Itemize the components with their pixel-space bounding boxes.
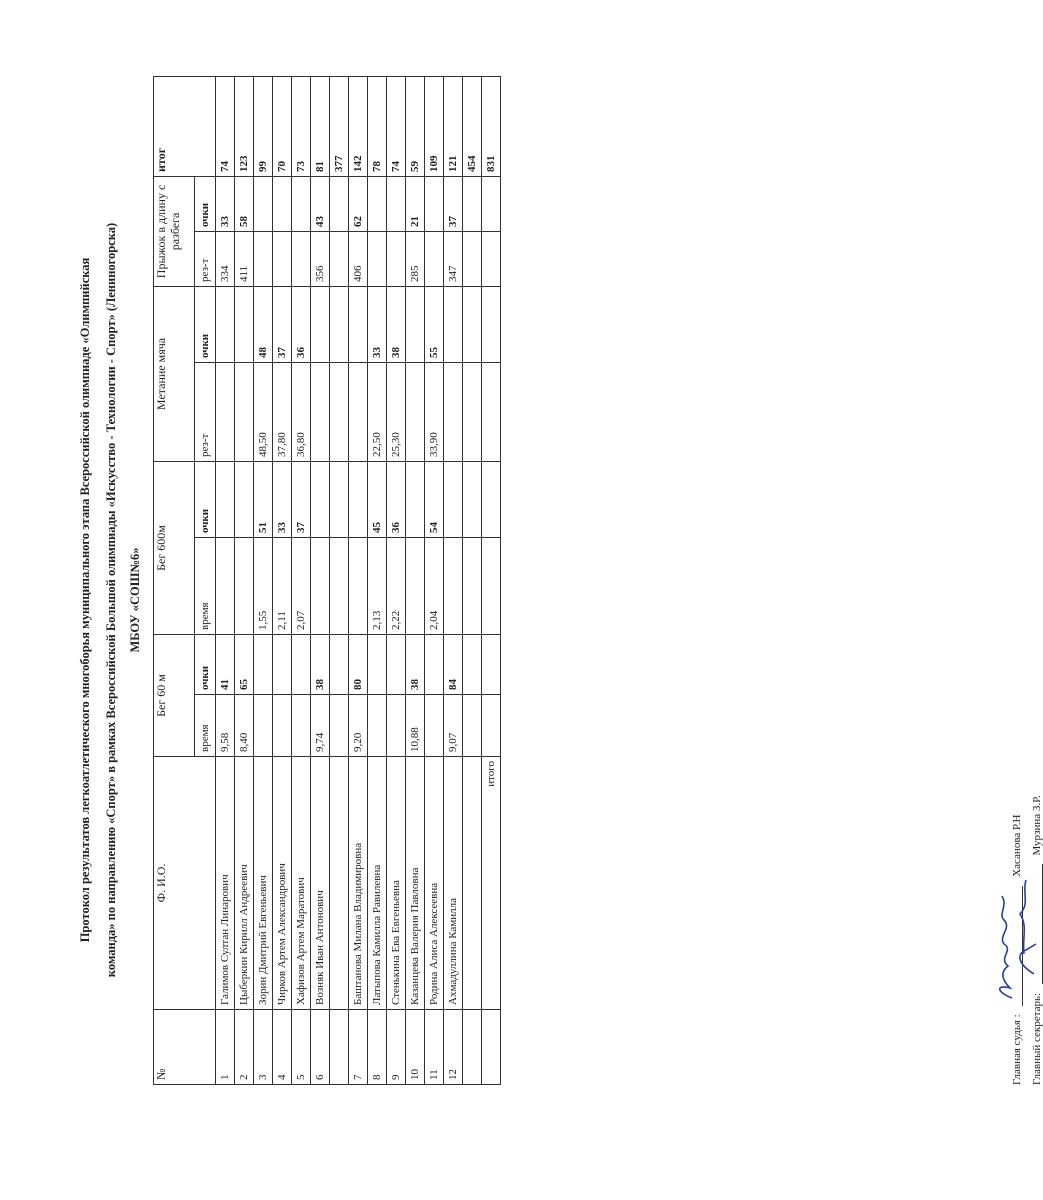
cell-r60-time [292, 695, 311, 757]
total-row [463, 76, 482, 1084]
cell-throw-pts [235, 286, 254, 362]
results-table [153, 76, 501, 1085]
cell-total: 74 [387, 76, 406, 176]
cell-jump-pts: 33 [216, 176, 235, 231]
cell-r600-pts: 51 [254, 461, 273, 537]
header-jump: Прыжок в длину с разбега [154, 176, 195, 286]
cell-jump-res: 356 [311, 231, 330, 286]
table-row [216, 76, 235, 1084]
cell-throw-res [406, 362, 425, 461]
empty-cell [463, 695, 482, 757]
empty-cell [463, 757, 482, 1010]
empty-cell [463, 362, 482, 461]
cell-num: 5 [292, 1010, 311, 1085]
cell-jump-res: 285 [406, 231, 425, 286]
secretary-signature-row [1030, 795, 1043, 1085]
cell-total: 121 [444, 76, 463, 176]
empty-cell [482, 461, 501, 537]
empty-cell [482, 1010, 501, 1085]
subheader-points: очки [195, 634, 216, 694]
cell-jump-pts: 37 [444, 176, 463, 231]
cell-r60-pts: 80 [349, 634, 368, 694]
empty-cell [463, 537, 482, 634]
cell-num: 6 [311, 1010, 330, 1085]
cell-num: 12 [444, 1010, 463, 1085]
secretary-label: Главный секретарь: [1031, 992, 1043, 1085]
cell-r60-pts [387, 634, 406, 694]
table-row [273, 76, 292, 1084]
empty-cell [330, 362, 349, 461]
cell-r600-time: 2,22 [387, 537, 406, 634]
cell-name: Зорин Дмитрий Евгеньевич [254, 757, 273, 1010]
cell-r60-time: 8,40 [235, 695, 254, 757]
cell-name: Чирков Артем Александрович [273, 757, 292, 1010]
cell-name: Цыберкин Кирилл Андреевич [235, 757, 254, 1010]
cell-jump-pts [254, 176, 273, 231]
cell-throw-res [444, 362, 463, 461]
cell-r60-time [254, 695, 273, 757]
cell-r600-time [311, 537, 330, 634]
cell-r600-pts: 54 [425, 461, 444, 537]
cell-throw-pts [311, 286, 330, 362]
cell-r600-pts [444, 461, 463, 537]
cell-num: 3 [254, 1010, 273, 1085]
empty-cell [330, 695, 349, 757]
cell-throw-res [235, 362, 254, 461]
cell-total: 109 [425, 76, 444, 176]
cell-jump-res: 347 [444, 231, 463, 286]
cell-throw-pts: 38 [387, 286, 406, 362]
cell-jump-pts [425, 176, 444, 231]
cell-r600-pts: 37 [292, 461, 311, 537]
cell-jump-res [292, 231, 311, 286]
empty-cell [463, 461, 482, 537]
cell-jump-pts [292, 176, 311, 231]
empty-cell [482, 537, 501, 634]
cell-jump-res: 411 [235, 231, 254, 286]
cell-num: 8 [368, 1010, 387, 1085]
subheader-result: рез-т [195, 362, 216, 461]
empty-cell [330, 1010, 349, 1085]
header-throw: Метание мяча [154, 286, 195, 461]
cell-r60-pts: 84 [444, 634, 463, 694]
total-value-cell: 831 [482, 76, 501, 176]
cell-throw-res [216, 362, 235, 461]
cell-throw-res: 33,90 [425, 362, 444, 461]
cell-jump-res [425, 231, 444, 286]
cell-jump-pts: 58 [235, 176, 254, 231]
cell-r600-pts: 36 [387, 461, 406, 537]
cell-total: 123 [235, 76, 254, 176]
total-value-cell: 377 [330, 76, 349, 176]
cell-r600-time [216, 537, 235, 634]
cell-total: 78 [368, 76, 387, 176]
total-row [330, 76, 349, 1084]
cell-r600-time: 2,13 [368, 537, 387, 634]
cell-total: 59 [406, 76, 425, 176]
title-line-3: МБОУ «СОШ№6» [128, 547, 142, 653]
cell-name: Возняк Иван Антонович [311, 757, 330, 1010]
table-row [425, 76, 444, 1084]
total-row [482, 76, 501, 1084]
empty-cell [330, 286, 349, 362]
cell-throw-res: 48,50 [254, 362, 273, 461]
cell-total: 81 [311, 76, 330, 176]
table-row [444, 76, 463, 1084]
cell-throw-pts: 48 [254, 286, 273, 362]
cell-r60-time: 9,07 [444, 695, 463, 757]
cell-name: Баштанова Милана Владимировна [349, 757, 368, 1010]
cell-name: Хафизов Артем Маратович [292, 757, 311, 1010]
table-row [254, 76, 273, 1084]
cell-name: Родина Алиса Алексеевна [425, 757, 444, 1010]
empty-cell [463, 286, 482, 362]
cell-num: 9 [387, 1010, 406, 1085]
cell-r60-time: 10,88 [406, 695, 425, 757]
cell-throw-pts [406, 286, 425, 362]
cell-r60-pts [368, 634, 387, 694]
empty-cell [330, 231, 349, 286]
cell-r60-time [368, 695, 387, 757]
cell-name: Латыпова Камилла Равилевна [368, 757, 387, 1010]
cell-jump-res [254, 231, 273, 286]
cell-name: Ахмадуллина Камилла [444, 757, 463, 1010]
cell-throw-pts: 37 [273, 286, 292, 362]
table-row [292, 76, 311, 1084]
empty-cell [463, 1010, 482, 1085]
cell-total: 73 [292, 76, 311, 176]
cell-r60-pts: 38 [406, 634, 425, 694]
secretary-signature-line [1030, 864, 1043, 984]
empty-cell [330, 176, 349, 231]
cell-throw-pts [444, 286, 463, 362]
empty-cell [463, 231, 482, 286]
subheader-points: очки [195, 286, 216, 362]
cell-total: 142 [349, 76, 368, 176]
cell-throw-pts [216, 286, 235, 362]
subheader-time: время [195, 695, 216, 757]
cell-jump-pts [387, 176, 406, 231]
cell-r600-pts [311, 461, 330, 537]
cell-r60-pts [425, 634, 444, 694]
empty-cell [330, 461, 349, 537]
empty-cell [482, 634, 501, 694]
cell-num: 7 [349, 1010, 368, 1085]
table-row [406, 76, 425, 1084]
cell-name: Стенькина Ева Евгеньевна [387, 757, 406, 1010]
cell-r60-pts [273, 634, 292, 694]
cell-r600-time [349, 537, 368, 634]
title-line-2: команда» по направлению «Спорт» в рамках Всероссийской Большой олимпиады «Искусство - Технологии - Спорт» (Лениногорска) [104, 222, 118, 978]
cell-throw-res [349, 362, 368, 461]
cell-throw-pts [349, 286, 368, 362]
subheader-time: время [195, 537, 216, 634]
cell-r600-pts [406, 461, 425, 537]
cell-r600-pts: 33 [273, 461, 292, 537]
cell-r600-pts [235, 461, 254, 537]
cell-jump-res: 334 [216, 231, 235, 286]
cell-num: 2 [235, 1010, 254, 1085]
cell-total: 99 [254, 76, 273, 176]
table-row [368, 76, 387, 1084]
cell-r600-pts [216, 461, 235, 537]
cell-r60-pts: 41 [216, 634, 235, 694]
cell-jump-pts [273, 176, 292, 231]
subheader-points: очки [195, 176, 216, 231]
empty-cell [330, 537, 349, 634]
empty-cell [330, 634, 349, 694]
title-line-1: Протокол результатов легкоатлетического многоборья муниципального этапа Всероссийской олимпиаде «Олимпийская [78, 257, 92, 943]
cell-jump-res [368, 231, 387, 286]
empty-cell [330, 757, 349, 1010]
cell-r600-time: 2,07 [292, 537, 311, 634]
cell-num: 1 [216, 1010, 235, 1085]
cell-r600-pts [349, 461, 368, 537]
cell-throw-pts: 55 [425, 286, 444, 362]
cell-r600-time: 2,11 [273, 537, 292, 634]
cell-name: Галимов Султан Линарович [216, 757, 235, 1010]
cell-jump-res [273, 231, 292, 286]
cell-r60-pts [254, 634, 273, 694]
cell-jump-res [387, 231, 406, 286]
cell-r60-time: 9,74 [311, 695, 330, 757]
cell-r60-pts: 38 [311, 634, 330, 694]
cell-total: 70 [273, 76, 292, 176]
cell-throw-pts: 33 [368, 286, 387, 362]
cell-name: Казанцева Валерия Павловна [406, 757, 425, 1010]
secretary-name: Мурзина З.Р. [1031, 795, 1043, 856]
header-total: итог [154, 76, 216, 176]
header-run600: Бег 600м [154, 461, 195, 634]
empty-cell [482, 695, 501, 757]
judge-name: Хасанова Р.Н [1011, 814, 1023, 877]
results-body [216, 76, 501, 1084]
total-label-cell: итого [482, 757, 501, 1010]
cell-r60-time: 9,20 [349, 695, 368, 757]
cell-r600-time [444, 537, 463, 634]
secretary-signature-scribble [1012, 864, 1040, 984]
header-name: Ф. И.О. [154, 757, 216, 1010]
cell-jump-pts: 43 [311, 176, 330, 231]
judge-label: Главная судья : [1011, 1014, 1023, 1085]
cell-r600-time: 2,04 [425, 537, 444, 634]
header-run60: Бег 60 м [154, 634, 195, 756]
cell-throw-res: 37,80 [273, 362, 292, 461]
subheader-points: очки [195, 461, 216, 537]
cell-num: 11 [425, 1010, 444, 1085]
empty-cell [463, 634, 482, 694]
cell-r60-time [387, 695, 406, 757]
cell-r600-time: 1,55 [254, 537, 273, 634]
cell-total: 74 [216, 76, 235, 176]
empty-cell [482, 231, 501, 286]
total-value-cell: 454 [463, 76, 482, 176]
cell-r60-time: 9,58 [216, 695, 235, 757]
cell-throw-res [311, 362, 330, 461]
subheader-result: рез-т [195, 231, 216, 286]
table-row [387, 76, 406, 1084]
table-row [235, 76, 254, 1084]
cell-jump-pts [368, 176, 387, 231]
table-row [311, 76, 330, 1084]
cell-throw-res: 36,80 [292, 362, 311, 461]
cell-jump-pts: 21 [406, 176, 425, 231]
cell-r600-time [235, 537, 254, 634]
cell-r60-pts [292, 634, 311, 694]
cell-throw-res: 25,30 [387, 362, 406, 461]
cell-r600-pts: 45 [368, 461, 387, 537]
header-num: № [154, 1010, 216, 1085]
empty-cell [482, 286, 501, 362]
cell-jump-res: 406 [349, 231, 368, 286]
cell-r600-time [406, 537, 425, 634]
cell-num: 4 [273, 1010, 292, 1085]
cell-jump-pts: 62 [349, 176, 368, 231]
cell-throw-pts: 36 [292, 286, 311, 362]
cell-num: 10 [406, 1010, 425, 1085]
empty-cell [482, 362, 501, 461]
cell-r60-pts: 65 [235, 634, 254, 694]
empty-cell [482, 176, 501, 231]
cell-throw-res: 22,50 [368, 362, 387, 461]
cell-r60-time [273, 695, 292, 757]
empty-cell [463, 176, 482, 231]
cell-r60-time [425, 695, 444, 757]
table-row [349, 76, 368, 1084]
